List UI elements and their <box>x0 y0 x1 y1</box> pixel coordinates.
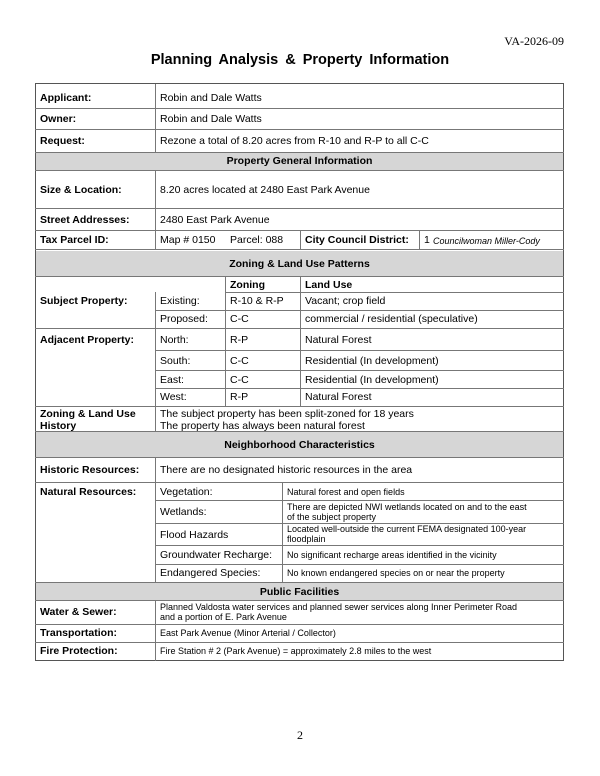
column-divider <box>225 276 226 406</box>
column-divider <box>155 600 156 661</box>
zoning-history-label: History <box>40 420 77 432</box>
row-divider <box>35 406 564 407</box>
adjacent-land-use: Natural Forest <box>305 334 372 346</box>
tax-map-value: Map # 0150 <box>160 234 216 246</box>
groundwater-value: No significant recharge areas identified in the vicinity <box>287 550 497 560</box>
row-divider <box>35 249 564 250</box>
row-divider <box>35 152 564 153</box>
transportation-label: Transportation: <box>40 627 118 639</box>
adjacent-land-use: Natural Forest <box>305 391 372 403</box>
wetlands-value: of the subject property <box>287 512 377 522</box>
row-divider <box>155 370 564 371</box>
land-use-column-header: Land Use <box>305 279 353 291</box>
section-header-property: Property General Information <box>226 155 373 167</box>
zoning-history-text: The subject property has been split-zoned for 18 years <box>160 408 414 420</box>
adjacent-direction: West: <box>160 391 187 403</box>
section-header-zoning: Zoning & Land Use Patterns <box>229 258 370 270</box>
proposed-label: Proposed: <box>160 313 208 325</box>
historic-resources-label: Historic Resources: <box>40 464 140 476</box>
row-divider <box>35 642 564 643</box>
row-divider <box>35 457 564 458</box>
zoning-history-text: The property has always been natural forest <box>160 420 365 432</box>
adjacent-direction: South: <box>160 355 191 367</box>
transportation-value: East Park Avenue (Minor Arterial / Collector) <box>160 628 336 638</box>
subject-property-label: Subject Property: <box>40 295 128 307</box>
water-sewer-label: Water & Sewer: <box>40 606 117 618</box>
column-divider <box>282 482 283 582</box>
row-divider <box>155 545 564 546</box>
adjacent-direction: East: <box>160 374 184 386</box>
row-divider <box>35 600 564 601</box>
owner-label: Owner: <box>40 113 77 125</box>
natural-resources-label: Natural Resources: <box>40 486 137 498</box>
size-location-value: 8.20 acres located at 2480 East Park Avenue <box>160 184 370 196</box>
applicant-value: Robin and Dale Watts <box>160 92 262 104</box>
adjacent-direction: North: <box>160 334 189 346</box>
groundwater-label: Groundwater Recharge: <box>160 549 273 561</box>
fire-protection-label: Fire Protection: <box>40 645 118 657</box>
row-divider <box>155 564 564 565</box>
row-divider <box>35 624 564 625</box>
row-divider <box>225 292 564 293</box>
vegetation-value: Natural forest and open fields <box>287 487 405 497</box>
street-address-value: 2480 East Park Avenue <box>160 214 270 226</box>
row-divider <box>35 582 564 583</box>
size-location-label: Size & Location: <box>40 184 122 196</box>
existing-label: Existing: <box>160 295 200 307</box>
council-district-label: City Council District: <box>305 234 409 246</box>
flood-hazards-value: floodplain <box>287 534 326 544</box>
zoning-history-label: Zoning & Land Use <box>40 408 136 420</box>
adjacent-zoning: R-P <box>230 391 249 403</box>
adjacent-property-label: Adjacent Property: <box>40 334 134 346</box>
row-divider <box>35 170 564 171</box>
council-district-number: 1 <box>424 234 430 246</box>
owner-value: Robin and Dale Watts <box>160 113 262 125</box>
street-address-label: Street Addresses: <box>40 214 130 226</box>
council-district-name: Councilwoman Miller-Cody <box>433 236 540 246</box>
section-header-neighborhood: Neighborhood Characteristics <box>224 439 375 451</box>
row-divider <box>155 500 564 501</box>
tax-parcel-label: Tax Parcel ID: <box>40 234 109 246</box>
vegetation-label: Vegetation: <box>160 486 213 498</box>
proposed-land-use: commercial / residential (speculative) <box>305 313 478 325</box>
case-number: VA-2026-09 <box>504 34 564 48</box>
column-divider <box>155 292 156 431</box>
row-divider <box>155 350 564 351</box>
applicant-label: Applicant: <box>40 92 92 104</box>
tax-parcel-value: Parcel: 088 <box>230 234 284 246</box>
adjacent-land-use: Residential (In development) <box>305 374 439 386</box>
request-label: Request: <box>40 135 85 147</box>
row-divider <box>35 108 564 109</box>
adjacent-land-use: Residential (In development) <box>305 355 439 367</box>
document-title: Planning Analysis & Property Information <box>150 52 450 68</box>
column-divider <box>300 276 301 406</box>
wetlands-label: Wetlands: <box>160 506 207 518</box>
column-divider <box>155 84 156 152</box>
row-divider <box>35 129 564 130</box>
proposed-zoning: C-C <box>230 313 249 325</box>
wetlands-value: There are depicted NWI wetlands located on and to the east <box>287 502 527 512</box>
column-divider <box>155 170 156 250</box>
request-value: Rezone a total of 8.20 acres from R-10 and R-P to all C-C <box>160 135 429 147</box>
section-header-public: Public Facilities <box>259 586 340 598</box>
existing-zoning: R-10 & R-P <box>230 295 284 307</box>
column-divider <box>155 457 156 582</box>
row-divider <box>35 208 564 209</box>
zoning-column-header: Zoning <box>230 279 265 291</box>
existing-land-use: Vacant; crop field <box>305 295 386 307</box>
endangered-species-label: Endangered Species: <box>160 567 261 579</box>
page-number: 2 <box>297 728 303 742</box>
fire-protection-value: Fire Station # 2 (Park Avenue) = approximately 2.8 miles to the west <box>160 646 432 656</box>
adjacent-zoning: C-C <box>230 374 249 386</box>
flood-hazards-value: Located well-outside the current FEMA designated 100-year <box>287 524 527 534</box>
water-sewer-value: and a portion of E. Park Avenue <box>160 612 287 622</box>
adjacent-zoning: C-C <box>230 355 249 367</box>
row-divider <box>35 482 564 483</box>
flood-hazards-label: Flood Hazards <box>160 529 229 541</box>
endangered-species-value: No known endangered species on or near the property <box>287 568 505 578</box>
historic-resources-value: There are no designated historic resources in the area <box>160 464 413 476</box>
water-sewer-value: Planned Valdosta water services and planned sewer services along Inner Perimeter Road <box>160 602 518 612</box>
column-divider <box>419 230 420 249</box>
column-divider <box>300 230 301 249</box>
row-divider <box>155 388 564 389</box>
row-divider <box>155 310 564 311</box>
adjacent-zoning: R-P <box>230 334 249 346</box>
